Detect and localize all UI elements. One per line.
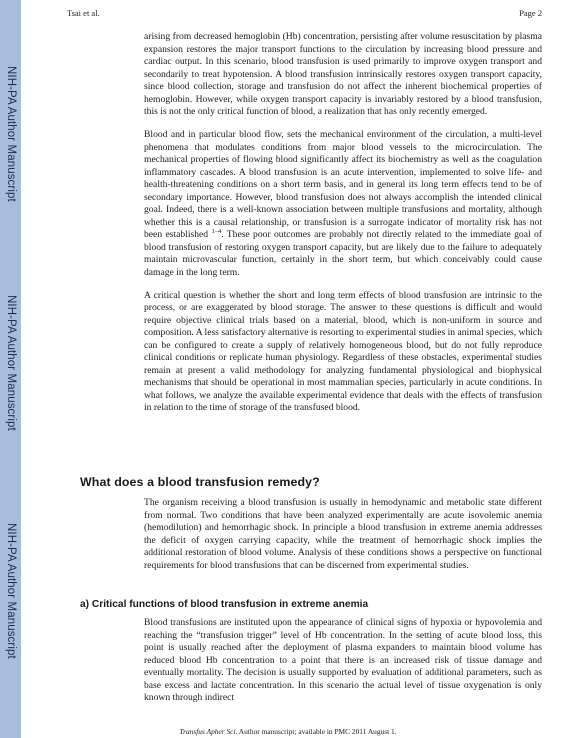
paragraph-2-part-a: Blood and in particular blood flow, sets the mechanical environment of the circulation, a multi-level phenomena that modulates conditions from major blood vessels to the microcirculation. The mechanical properties of flowing blood significantly affect its biochemistry as well as the coagulation inflammatory cascades. A blood transfusion is an acute intervention, implemented to solve life- and health-threatening conditions on a short term basis, and in general its long term effects tend to be of secondary importance. However, blood transfusion does not always accomplish the intended clinical goal. Indeed, there is a well-known association between multiple transfusions and mortality, although whether this is a causal relationship, or transfusion is a surrogate indicator of mortality risk has not been established [144, 129, 542, 240]
paragraph-3: A critical question is whether the short and long term effects of blood transfusion are intrinsic to the process, or are exaggerated by blood storage. The answer to these questions is difficult and would require objective clinical trials based on a material, blood, which is non-uniform in source and composition. A less satisfactory alternative is resorting to experimental studies in animal species, which can be configured to create a supply of relatively homogeneous blood, but do not fully reproduce clinical conditions or replicate human physiology. Regardless of these obstacles, experimental studies remain at present a valid methodology for analyzing fundamental physiological and biophysical mechanisms that should be operational in most mammalian species, particularly in acute conditions. In what follows, we analyze the available experimental evidence that deals with the effects of transfusion in relation to the time of storage of the transfused blood. [144, 289, 542, 413]
body-text-section [144, 497, 542, 572]
page-number: Page 2 [519, 8, 542, 18]
paragraph-1: arising from decreased hemoglobin (Hb) concentration, persisting after volume resuscitation by plasma expansion restores the major transport functions to the circulation by increasing blood pressure and cardiac output. In this scenario, blood transfusion is used primarily to improve oxygen transport and secondarily to treat hypotension. A blood transfusion intrinsically restores oxygen transport capacity, since blood collection, storage and transfusion do not affect the inherent biochemical properties of hemoglobin. However, while oxygen transport capacity is invariably restored by a blood transfusion, this is not the only critical function of blood, a realization that has only recently emerged. [144, 31, 542, 117]
paragraph-4: The organism receiving a blood transfusion is usually in hemodynamic and metabolic state different from normal. Two conditions that have been analyzed experimentally are acute isovolemic anemia (hemodilution) and hemorrhagic shock. In principle a blood transfusion in extreme anemia addresses the deficit of oxygen carrying capacity, while the treatment of hemorrhagic shock implies the additional restoration of blood volume. Analysis of these conditions shows a perspective on functional requirements for blood transfusions that can be discerned from experimental studies. [144, 497, 542, 571]
body-text-top [144, 31, 542, 415]
paragraph-5: Blood transfusions are instituted upon the appearance of clinical signs of hypoxia or hypovolemia and reaching the “transfusion trigger” level of Hb concentration. In the setting of acute blood loss, this point is usually reached after the deployment of plasma expanders to maintain blood volume has reduced blood Hb concentration to a point that there is an increased risk of tissue damage and eventually mortality. The decision is usually supported by evaluation of additional parameters, such as base excess and lactate concentration. In this scenario the actual level of tissue oxygenation is only known through indirect [144, 617, 542, 703]
sidebar-label-middle: NIH-PA Author Manuscript [5, 295, 17, 431]
footer-text: . Author manuscript; available in PMC 2011 August 1. [235, 727, 397, 736]
journal-name: Transfus Apher Sci [179, 727, 236, 736]
manuscript-sidebar [0, 0, 21, 738]
section-heading: What does a blood transfusion remedy? [80, 475, 320, 489]
subsection-heading: a) Critical functions of blood transfusion in extreme anemia [80, 599, 369, 610]
paragraph-2 [144, 129, 542, 279]
body-text-subsection [144, 617, 542, 705]
paragraph-2-part-b: . These poor outcomes are probably not directly related to the immediate goal of blood transfusion of restoring oxygen transport capacity, but are likely due to the failure to adequately maintain microvascular function, certainly in the short term, but which conceivably could cause damage in the long term. [144, 229, 542, 278]
sidebar-label-bottom: NIH-PA Author Manuscript [5, 523, 17, 659]
citation-ref: 1–4 [211, 227, 222, 235]
sidebar-label-top: NIH-PA Author Manuscript [5, 66, 17, 202]
page-footer [0, 727, 576, 736]
running-header-authors: Tsai et al. [67, 8, 100, 18]
